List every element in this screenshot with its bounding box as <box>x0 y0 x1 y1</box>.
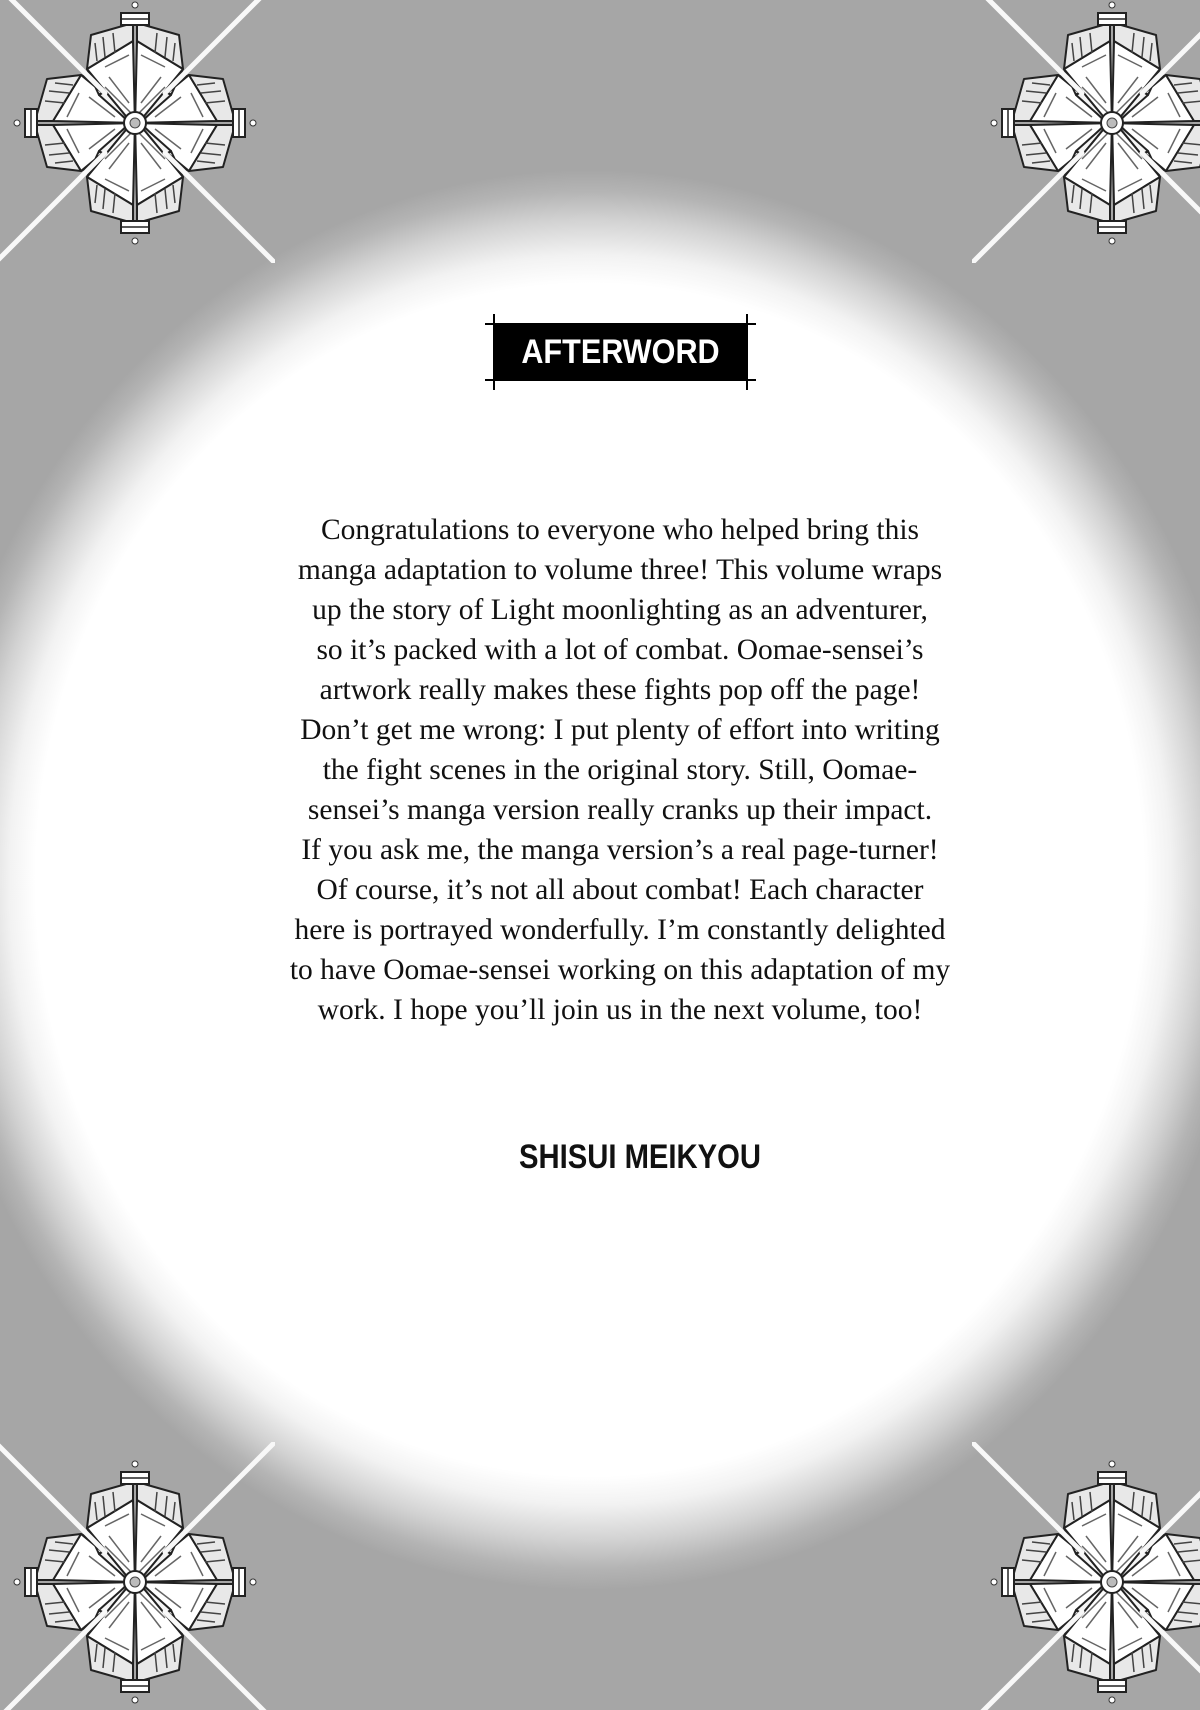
body-line: Of course, it’s not all about combat! Each character <box>316 874 924 906</box>
body-line: up the story of Light moonlighting as an adventurer, <box>312 594 928 626</box>
body-line: the fight scenes in the original story. Still, Oomae- <box>322 754 918 786</box>
body-line: work. I hope you’ll join us in the next volume, too! <box>317 994 923 1026</box>
afterword-title-box <box>485 314 756 390</box>
body-line: Congratulations to everyone who helped bring this <box>320 514 920 546</box>
body-line: to have Oomae-sensei working on this adaptation of my <box>289 954 951 986</box>
afterword-body <box>160 510 1080 1030</box>
corner-ornament-top-right <box>972 0 1200 263</box>
author-signature: SHISUI MEIKYOU <box>518 1138 762 1176</box>
body-line: If you ask me, the manga version’s a real page-turner! <box>301 834 939 866</box>
corner-ornament-top-left <box>0 0 275 263</box>
page-title: AFTERWORD <box>521 333 720 371</box>
body-line: so it’s packed with a lot of combat. Oomae-sensei’s <box>316 634 924 666</box>
body-line: here is portrayed wonderfully. I’m constantly delighted <box>294 914 946 946</box>
body-line: manga adaptation to volume three! This volume wraps <box>297 554 943 586</box>
body-line: sensei’s manga version really cranks up their impact. <box>307 794 933 826</box>
corner-ornament-bottom-right <box>972 1442 1200 1710</box>
body-line: artwork really makes these fights pop off the page! <box>319 674 921 706</box>
body-line: Don’t get me wrong: I put plenty of effort into writing <box>300 714 940 746</box>
corner-ornament-bottom-left <box>0 1442 275 1710</box>
